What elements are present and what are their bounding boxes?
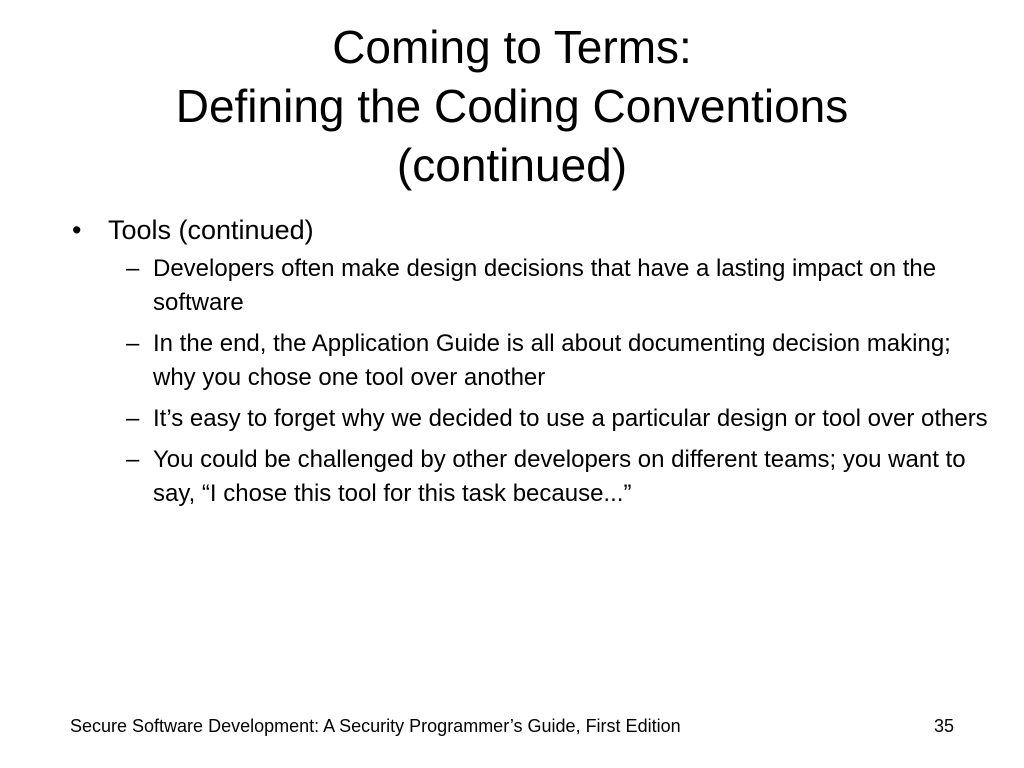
- sub-bullet-text: You could be challenged by other developers on different teams; you want to say, “I chose this tool for this task because...”: [153, 446, 966, 507]
- sub-bullet-marker: –: [126, 330, 140, 357]
- bullet-marker: •: [72, 215, 82, 245]
- bullet-text: Tools (continued): [108, 215, 314, 245]
- title-line-2: Defining the Coding Conventions: [175, 80, 849, 132]
- slide-title: [40, 18, 984, 195]
- footer-text: Secure Software Development: A Security Programmer’s Guide, First Edition: [70, 716, 681, 736]
- page-number: 35: [933, 716, 954, 736]
- title-line-3: (continued): [396, 139, 628, 191]
- sub-bullet-4: [70, 443, 990, 511]
- sub-bullet-marker: –: [126, 446, 140, 473]
- sub-bullet-marker: –: [126, 255, 140, 282]
- slide-body: [70, 212, 990, 518]
- sub-bullet-text: Developers often make design decisions that have a lasting impact on the software: [153, 255, 937, 316]
- sub-bullet-2: [70, 327, 990, 395]
- sub-bullet-1: [70, 252, 990, 320]
- sub-bullet-marker: –: [126, 405, 140, 432]
- title-line-1: Coming to Terms:: [332, 21, 692, 73]
- sub-bullet-3: [70, 402, 990, 436]
- sub-bullet-list: [70, 252, 990, 511]
- sub-bullet-text: In the end, the Application Guide is all about documenting decision making; why you chose one tool over another: [153, 330, 951, 391]
- sub-bullet-text: It’s easy to forget why we decided to use a particular design or tool over others: [153, 405, 988, 432]
- bullet-tools: [70, 212, 990, 248]
